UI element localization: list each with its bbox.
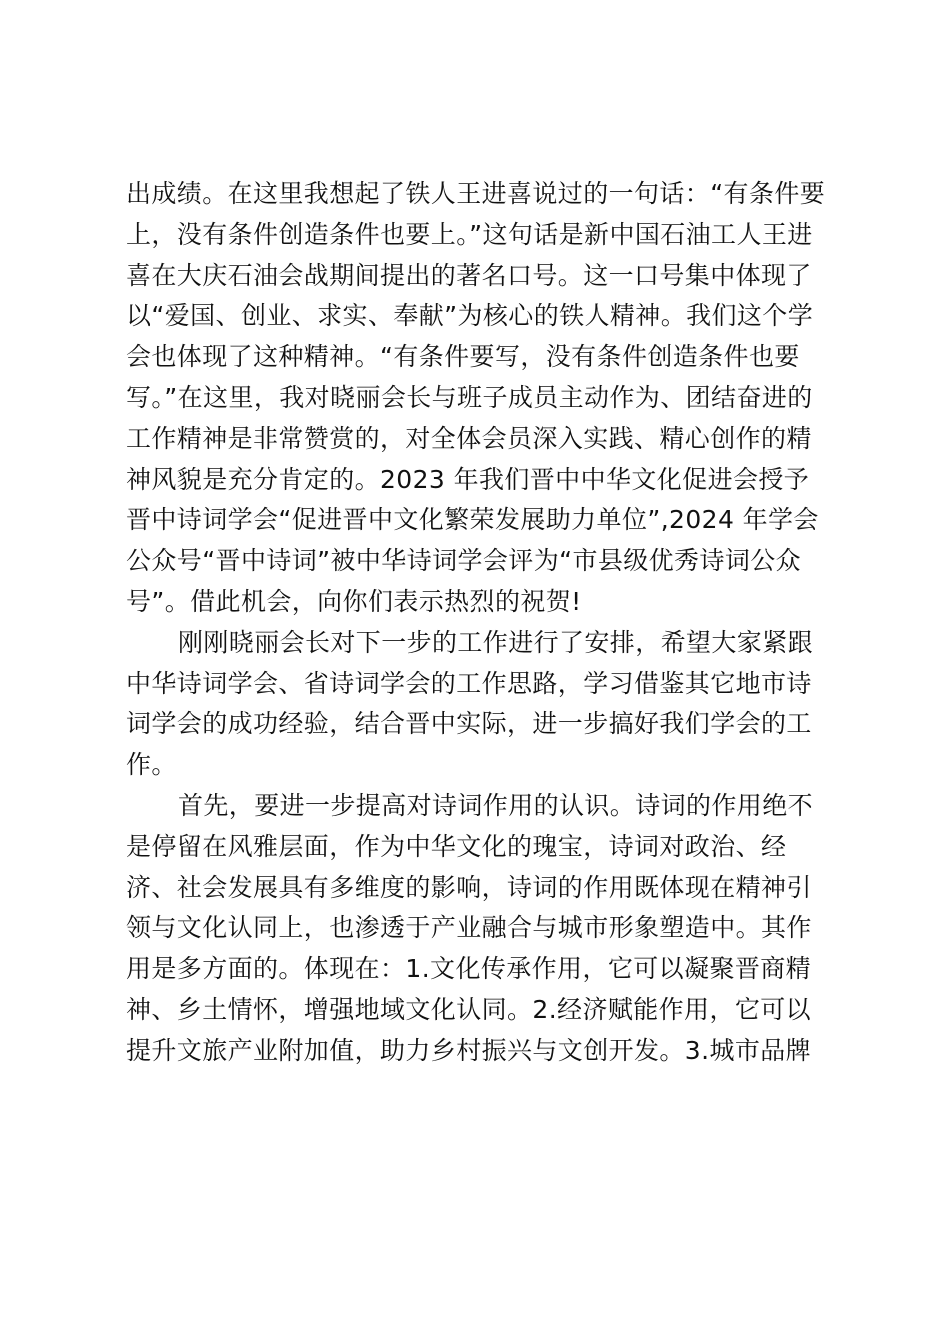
text-line: 用是多方面的。体现在：1.文化传承作用，它可以凝聚晋商精 [126, 954, 812, 984]
text-line: 工作精神是非常赞赏的，对全体会员深入实践、精心创作的精 [126, 423, 812, 453]
text-line: 晋中诗词学会“促进晋中文化繁荣发展助力单位”,2024 年学会 [126, 505, 819, 535]
text-line: 词学会的成功经验，结合晋中实际，进一步搞好我们学会的工 [126, 709, 812, 739]
text-line: 喜在大庆石油会战期间提出的著名口号。这一口号集中体现了 [126, 260, 812, 290]
text-line: 神风貌是充分肯定的。2023 年我们晋中中华文化促进会授予 [126, 464, 810, 494]
text-line: 作。 [126, 750, 177, 780]
text-line: 神、乡土情怀，增强地域文化认同。2.经济赋能作用，它可以 [126, 994, 812, 1024]
text-line: 出成绩。在这里我想起了铁人王进喜说过的一句话：“有条件要 [126, 179, 826, 208]
text-line: 济、社会发展具有多维度的影响，诗词的作用既体现在精神引 [126, 872, 812, 902]
text-line: 领与文化认同上，也渗透于产业融合与城市形象塑造中。其作 [126, 913, 812, 943]
text-line: 是停留在风雅层面，作为中华文化的瑰宝，诗词对政治、经 [126, 831, 787, 861]
text-line: 会也体现了这种精神。“有条件要写，没有条件创造条件也要 [126, 342, 800, 372]
paragraph-first-line: 刚刚晓丽会长对下一步的工作进行了安排，希望大家紧跟 [178, 627, 814, 657]
paragraph-first-line: 首先，要进一步提高对诗词作用的认识。诗词的作用绝不 [178, 790, 814, 820]
text-line: 中华诗词学会、省诗词学会的工作思路，学习借鉴其它地市诗 [126, 668, 812, 698]
text-line: 号”。借此机会，向你们表示热烈的祝贺! [126, 586, 582, 616]
text-line: 上，没有条件创造条件也要上。”这句话是新中国石油工人王进 [126, 219, 813, 249]
document-body [126, 174, 838, 1072]
text-line: 提升文旅产业附加值，助力乡村振兴与文创开发。3.城市品牌 [126, 1035, 812, 1065]
text-line: 公众号“晋中诗词”被中华诗词学会评为“市县级优秀诗词公众 [126, 546, 802, 576]
text-line: 以“爱国、创业、求实、奉献”为核心的铁人精神。我们这个学 [126, 301, 814, 331]
text-line: 写。”在这里，我对晓丽会长与班子成员主动作为、团结奋进的 [126, 382, 813, 412]
